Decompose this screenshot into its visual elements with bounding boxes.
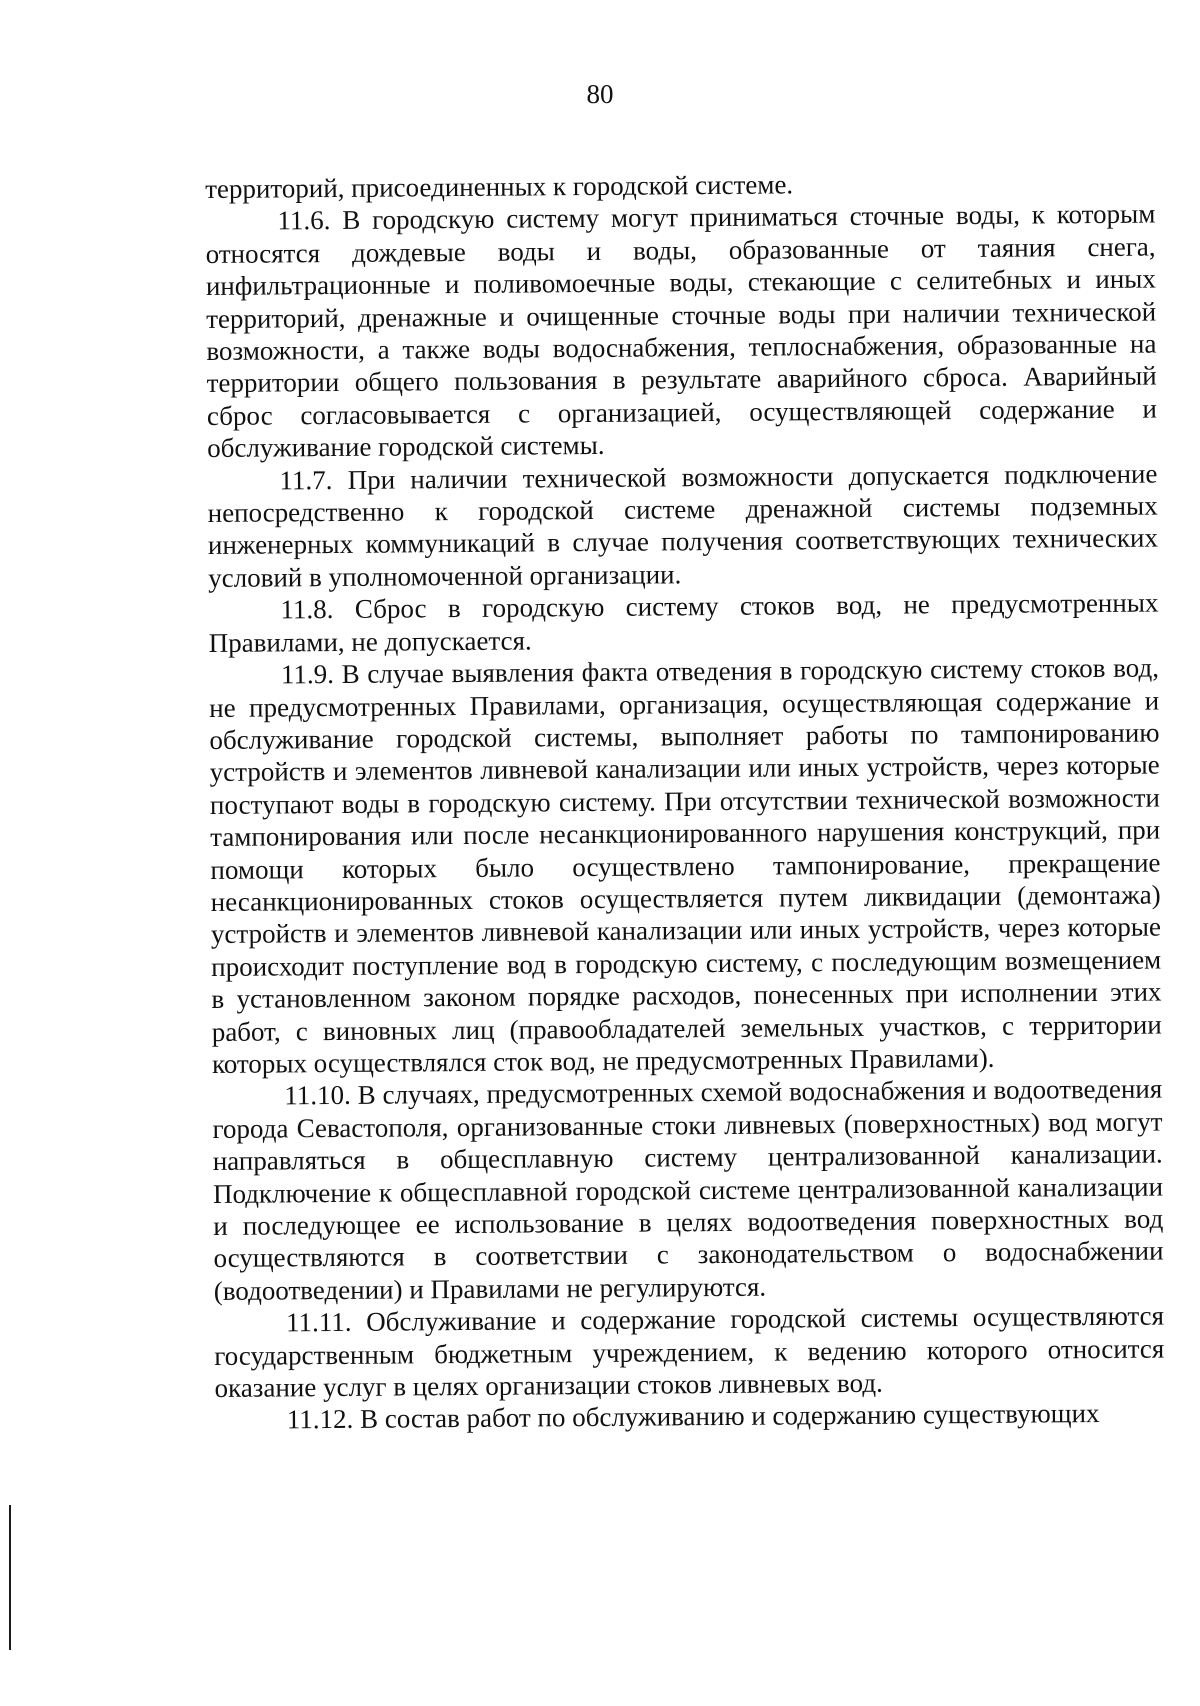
paragraph-11-12: 11.12. В состав работ по обслуживанию и содержанию существующих [286, 1398, 1100, 1435]
page-number: 80 [586, 79, 614, 109]
scan-margin-line [9, 1505, 11, 1650]
paragraph-11-8: 11.8. Сброс в городскую систему стоков вод, не предусмотренных Правилами, не допускается. [208, 587, 1159, 658]
paragraph-11-9: 11.9. В случае выявления факта отведения в городскую систему стоков вод, не предусмотренных Правилами, организация, осуществляющая содержание и обслуживание городской системы, выполняет работы по тампонированию устройств и элементов ливневой канализации или иных устройств, через которые поступают воды в городскую систему. При отсутствии технической возможности тампонирования или после несанкционированного нарушения конструкций, при помощи которых было осуществлено тампонирование, прекращение несанкционированных стоков осуществляется путем ликвидации (демонтажа) устройств и элементов ливневой канализации или иных устройств, через которые происходит поступление вод в городскую систему, с последующим возмещением в установленном законом порядке расходов, понесенных при исполнении этих работ, с виновных лиц (правообладателей земельных участков, с территории которых осуществлялся сток вод, не предусмотренных Правилами). [209, 652, 1162, 1079]
paragraph-continuation: территорий, присоединенных к городской системе. [205, 169, 794, 204]
paragraph-11-11: 11.11. Обслуживание и содержание городской системы осуществляются государственным бюджетным учреждением, к ведению которого относится оказание услуг в целях организации стоков ливневых вод. [214, 1300, 1165, 1403]
paragraph-11-7: 11.7. При наличии технической возможности допускается подключение непосредственно к городской системе дренажной системы подземных инженерных коммуникаций в случае получения соответствующих технических условий в уполномоченной организации. [207, 458, 1159, 593]
document-body [205, 166, 1165, 1437]
paragraph-11-10: 11.10. В случаях, предусмотренных схемой водоснабжения и водоотведения города Севастополя, организованные стоки ливневых (поверхностных) вод могут направляться в общесплавную систему централизованной канализации. Подключение к общесплавной городской системе централизованной канализации и последующее ее использование в целях водоотведения поверхностных вод осуществляются в соответствии с законодательством о водоснабжении (водоотведении) и Правилами не регулируются. [212, 1073, 1164, 1306]
paragraph-11-6: 11.6. В городскую систему могут приниматься сточные воды, к которым относятся дождевые воды и воды, образованные от таяния снега, инфильтрационные и поливомоечные воды, стекающие с селитебных и иных территорий, дренажные и очищенные сточные воды при наличии технической возможности, а также воды водоснабжения, теплоснабжения, образованные на территории общего пользования в результате аварийного сброса. Аварийный сброс согласовывается с организацией, осуществляющей содержание и обслуживание городской системы. [205, 198, 1157, 464]
